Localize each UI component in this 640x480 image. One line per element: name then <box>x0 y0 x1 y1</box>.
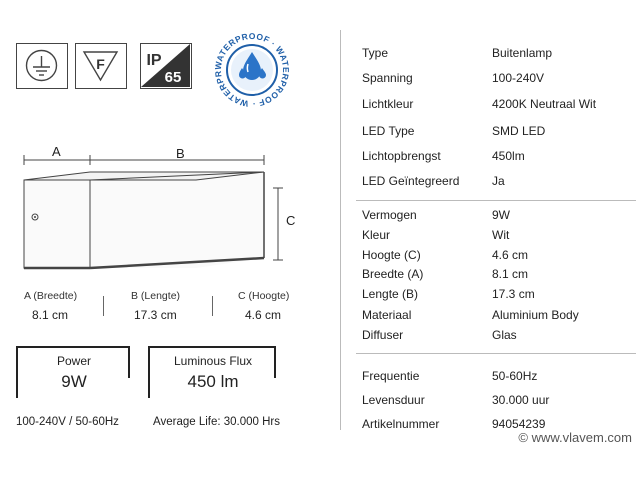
dimension-letter-c: C <box>286 213 296 228</box>
section-divider <box>356 200 636 201</box>
waterproof-badge-icon <box>214 32 290 108</box>
power-box <box>16 346 130 398</box>
spec-key: Levensduur <box>362 393 425 407</box>
spec-value: 94054239 <box>492 417 546 431</box>
lamp-dimension-drawing <box>16 140 316 280</box>
spec-key: Type <box>362 46 389 60</box>
length-value: 17.3 cm <box>134 308 177 322</box>
spec-key: Hoogte (C) <box>362 248 421 262</box>
spec-value: 30.000 uur <box>492 393 550 407</box>
spec-value: Aluminium Body <box>492 308 579 322</box>
spec-key: Breedte (A) <box>362 267 424 281</box>
column-divider <box>340 30 341 430</box>
width-label: A (Breedte) <box>24 290 78 302</box>
spec-value: SMD LED <box>492 124 546 138</box>
length-label: B (Lengte) <box>131 290 181 302</box>
spec-value: 4.6 cm <box>492 248 529 262</box>
spec-key: LED Geïntegreerd <box>362 174 460 188</box>
power-title: Power <box>56 354 91 368</box>
spec-key: Lengte (B) <box>362 287 419 301</box>
luminous-flux-box <box>148 346 276 398</box>
height-value: 4.6 cm <box>245 308 282 322</box>
spec-key: Lichtkleur <box>362 97 414 111</box>
spec-value: Ja <box>492 174 505 188</box>
flux-value: 450 lm <box>187 372 239 391</box>
spec-value: Glas <box>492 328 517 342</box>
height-label: C (Hoogte) <box>238 290 290 302</box>
spec-key: Materiaal <box>362 308 412 322</box>
spec-key: Diffuser <box>362 328 404 342</box>
waterproof-ring-text: ATERPROOF · WAT RPROOF · WATERP <box>214 32 290 108</box>
f-mark-letter: F <box>96 56 105 72</box>
watermark-text: © www.vlavem.com <box>518 430 632 445</box>
spec-key: Artikelnummer <box>362 417 440 431</box>
spec-key: Lichtopbrengst <box>362 149 441 163</box>
ip65-rating-icon <box>140 43 192 89</box>
spec-key: Kleur <box>362 228 391 242</box>
width-value: 8.1 cm <box>32 308 69 322</box>
spec-value: 100-240V <box>492 71 545 85</box>
voltage-frequency-text: 100-240V / 50-60Hz <box>16 416 119 428</box>
dimension-letter-a: A <box>52 144 61 159</box>
spec-value: 8.1 cm <box>492 267 529 281</box>
average-life-text: Average Life: 30.000 Hrs <box>153 416 281 428</box>
spec-value: Buitenlamp <box>492 46 553 60</box>
section-divider <box>356 353 636 354</box>
dimension-letter-b: B <box>176 146 185 161</box>
spec-key: Frequentie <box>362 369 420 383</box>
divider-tick <box>212 296 213 316</box>
ip-label: IP <box>146 52 162 69</box>
ip-number: 65 <box>164 69 182 86</box>
spec-value: 4200K Neutraal Wit <box>492 97 597 111</box>
ground-symbol-icon <box>16 43 68 89</box>
spec-value: 450lm <box>492 149 525 163</box>
spec-value: 17.3 cm <box>492 287 535 301</box>
flux-title: Luminous Flux <box>173 354 253 368</box>
spec-key: LED Type <box>362 124 415 138</box>
power-value: 9W <box>61 372 87 391</box>
spec-value: 9W <box>492 208 510 222</box>
spec-value: Wit <box>492 228 510 242</box>
spec-value: 50-60Hz <box>492 369 538 383</box>
spec-key: Vermogen <box>362 208 417 222</box>
divider-tick <box>103 296 104 316</box>
f-mark-triangle-icon <box>75 43 127 89</box>
spec-key: Spanning <box>362 71 413 85</box>
